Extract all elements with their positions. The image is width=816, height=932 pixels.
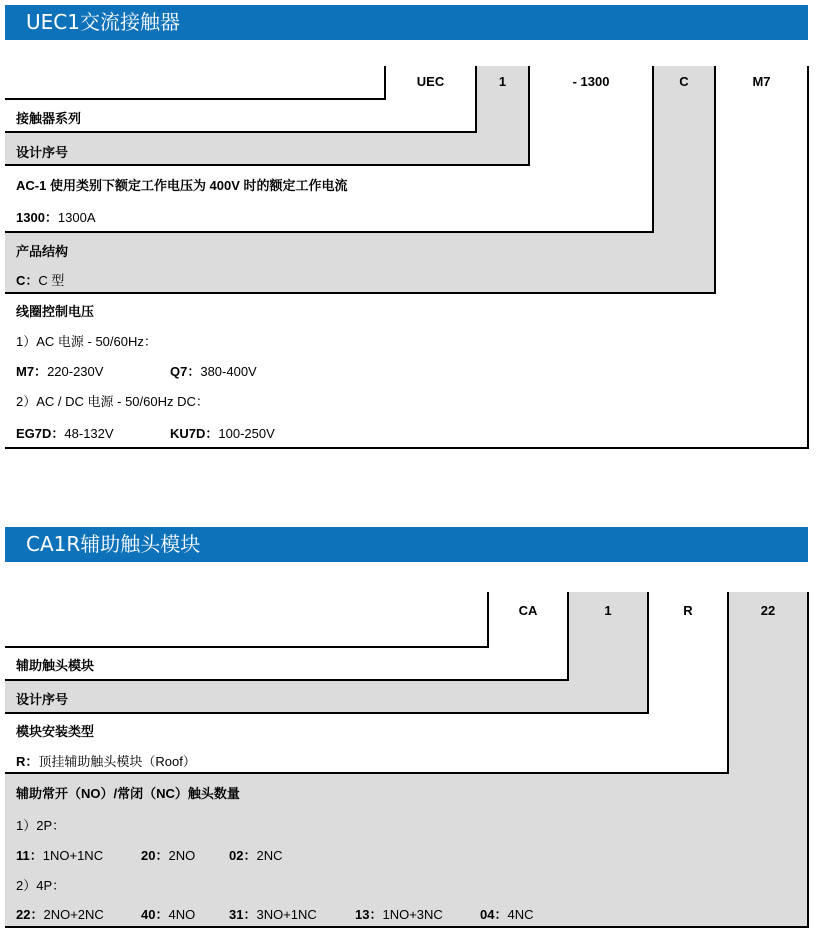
count-heading: 辅助常开（NO）/常闭（NC）触头数量 (16, 786, 240, 801)
p4-val: 4NC (507, 907, 534, 922)
current-key: 1300： (16, 210, 58, 225)
code-m7: M7 (752, 74, 771, 89)
p4-key: 31： (229, 907, 257, 922)
p4-key: 04： (480, 907, 508, 922)
p4-item-22 (16, 904, 104, 923)
row-bg-design (5, 133, 529, 165)
code-2-1: 1 (604, 603, 612, 618)
current-heading: AC-1 使用类别下额定工作电压为 400V 时的额定工作电流 (16, 178, 348, 193)
p4-item-04 (480, 904, 533, 923)
p2-val: 2NO (168, 848, 196, 863)
code-1300: - 1300 (572, 74, 610, 89)
row-bg-structure (5, 233, 715, 293)
type-key: R： (16, 754, 39, 769)
m7-val: 220-230V (47, 364, 104, 379)
p4-item-40 (141, 904, 195, 923)
p4-key: 13： (355, 907, 383, 922)
code-c: C (679, 74, 689, 89)
code-bg-2-22 (728, 592, 807, 773)
structure-heading: 产品结构 (16, 244, 69, 259)
p2-item-02 (229, 845, 282, 864)
series-label: 接触器系列 (16, 111, 82, 126)
p4-val: 4NO (168, 907, 196, 922)
m7-line (16, 361, 103, 380)
m7-key: M7： (16, 364, 48, 379)
q7-val: 380-400V (200, 364, 257, 379)
design-label-2: 设计序号 (16, 692, 69, 707)
p4-item-31 (229, 904, 317, 923)
code-r: R (683, 603, 693, 618)
p4-line: 2）4P： (16, 878, 66, 893)
type-val: 顶挂辅助触头模块（Roof） (38, 754, 196, 769)
eg7d-line (16, 423, 114, 442)
ku7d-val: 100-250V (218, 426, 275, 441)
row-bg-design-2 (5, 681, 648, 713)
p2-val: 2NC (256, 848, 283, 863)
p4-key: 22： (16, 907, 44, 922)
current-val: 1300A (57, 210, 96, 225)
module-label: 辅助触头模块 (16, 658, 95, 673)
p2-key: 20： (141, 848, 169, 863)
p2-line: 1）2P： (16, 818, 66, 833)
p4-val: 3NO+1NC (256, 907, 317, 922)
code-1: 1 (498, 74, 507, 89)
structure-line (16, 270, 64, 289)
type-heading: 模块安装类型 (16, 724, 95, 739)
section2-title: CA1R辅助触头模块 (5, 527, 808, 562)
structure-key: C： (16, 273, 39, 288)
type-line (16, 751, 196, 770)
p2-item-11 (16, 845, 103, 864)
p2-key: 11： (16, 848, 43, 863)
p4-val: 2NO+2NC (43, 907, 104, 922)
ku7d-key: KU7D： (170, 426, 219, 441)
q7-line (170, 361, 257, 380)
section1-title: UEC1交流接触器 (5, 5, 808, 40)
p2-key: 02： (229, 848, 257, 863)
code-22: 22 (760, 603, 776, 618)
code-uec: UEC (416, 74, 445, 89)
eg7d-key: EG7D： (16, 426, 65, 441)
current-line (16, 207, 96, 226)
code-ca: CA (518, 603, 538, 618)
coil-heading: 线圈控制电压 (16, 304, 95, 319)
eg7d-val: 48-132V (64, 426, 114, 441)
structure-val: C 型 (38, 273, 65, 288)
design-label: 设计序号 (16, 145, 69, 160)
p2-val: 1NO+1NC (42, 848, 104, 863)
ku7d-line (170, 423, 275, 442)
p4-val: 1NO+3NC (382, 907, 443, 922)
p4-key: 40： (141, 907, 169, 922)
q7-key: Q7： (170, 364, 201, 379)
ac-line: 1）AC 电源 - 50/60Hz： (16, 334, 157, 349)
p2-item-20 (141, 845, 195, 864)
p4-item-13 (355, 904, 443, 923)
acdc-line: 2）AC / DC 电源 - 50/60Hz DC： (16, 394, 209, 409)
